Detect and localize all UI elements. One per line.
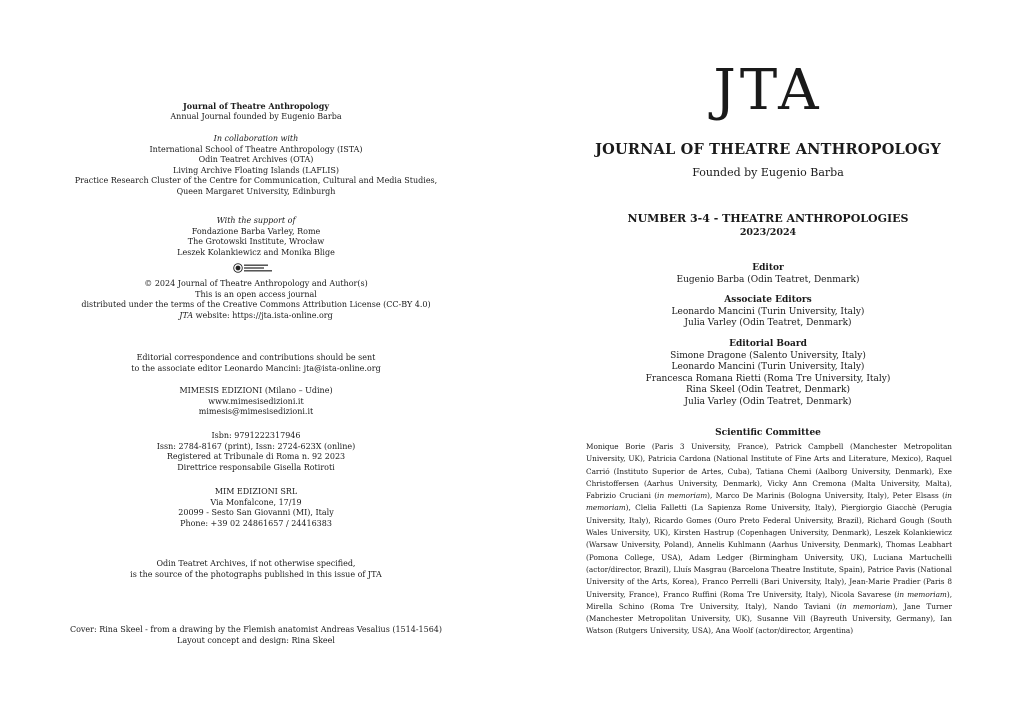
support-heading: With the support of xyxy=(216,216,296,225)
board-member: Rina Skeel (Odin Teatret, Denmark) xyxy=(686,385,850,396)
committee-text: ), Jane Turner (Manchester Metropolitan University, UK), Susanne Vill (Bayreuth University, Germany), Ian Watson (Rutgers University, USA), Ana Woolf (actor/director, Argentina) xyxy=(586,601,952,636)
collaboration-heading: In collaboration with xyxy=(213,134,299,143)
cover-credit-block xyxy=(0,625,512,646)
right-page xyxy=(512,0,1024,723)
journal-subtitle: Annual Journal founded by Eugenio Barba xyxy=(170,111,342,121)
website-url[interactable]: website: https://jta.ista-online.org xyxy=(193,310,333,320)
website-line xyxy=(0,311,512,322)
journal-title: JOURNAL OF THEATRE ANTHROPOLOGY xyxy=(595,141,941,158)
copyright-line: distributed under the terms of the Creative Commons Attribution License (CC-BY 4.0) xyxy=(81,300,431,310)
mim-line: MIM EDIZIONI SRL xyxy=(214,487,298,496)
correspondence-line: Editorial correspondence and contributions should be sent xyxy=(136,353,376,362)
board-member: Leonardo Mancini (Turin University, Italy) xyxy=(671,362,865,373)
mim-line: 20099 - Sesto San Giovanni (MI), Italy xyxy=(178,508,334,518)
copyright-line: This is an open access journal xyxy=(195,289,317,299)
copyright-block xyxy=(0,279,512,321)
collaboration-line: Living Archive Floating Islands (LAFLIS) xyxy=(173,165,339,175)
photos-credit-line: Odin Teatret Archives, if not otherwise specified, xyxy=(156,559,356,568)
isbn-line: Issn: 2784-8167 (print), Issn: 2724-623X (online) xyxy=(156,441,356,451)
isbn-block xyxy=(0,431,512,473)
board-member: Francesca Romana Rietti (Roma Tre University, Italy) xyxy=(645,373,891,384)
correspondence-block xyxy=(0,353,512,374)
editor-heading: Editor xyxy=(752,263,784,273)
collaboration-line: Queen Margaret University, Edinburgh xyxy=(176,186,336,196)
board-member: Simone Dragone (Salento University, Italy) xyxy=(670,350,866,361)
mimesis-block xyxy=(0,386,512,418)
correspondence-line[interactable]: to the associate editor Leonardo Mancini: jta@ista-online.org xyxy=(131,363,381,373)
cover-credit-line: Layout concept and design: Rina Skeel xyxy=(177,635,335,645)
issue-number: NUMBER 3-4 - THEATRE ANTHROPOLOGIES xyxy=(627,212,909,225)
website-label: JTA xyxy=(179,310,194,320)
collaboration-line: International School of Theatre Anthropology (ISTA) xyxy=(149,144,363,154)
issue-year: 2023/2024 xyxy=(739,227,797,238)
journal-name: Journal of Theatre Anthropology xyxy=(183,101,329,111)
associate-editors-heading: Associate Editors xyxy=(724,295,812,305)
committee-text: ), Mirella Schino (Roma Tre University, Italy), Nando Taviani ( xyxy=(586,589,953,611)
in-memoriam-note: in memoriam xyxy=(839,601,893,611)
mimesis-website[interactable]: www.mimesisedizioni.it xyxy=(208,396,304,406)
editor-section xyxy=(512,263,1024,286)
journal-info-block xyxy=(0,101,512,122)
mim-block xyxy=(0,487,512,529)
scientific-committee-heading: Scientific Committee xyxy=(715,428,821,438)
mimesis-line: MIMESIS EDIZIONI (Milano – Udine) xyxy=(179,386,333,395)
grotowski-seal xyxy=(0,263,512,274)
isbn-line: Isbn: 9791222317946 xyxy=(211,431,301,440)
associate-editor: Leonardo Mancini (Turin University, Italy) xyxy=(671,306,865,317)
support-line: Leszek Kolankiewicz and Monika Blige xyxy=(177,247,335,257)
founded-by: Founded by Eugenio Barba xyxy=(692,166,844,179)
committee-text: ), Marco De Marinis (Bologna University, Italy), Peter Elsass ( xyxy=(707,491,945,501)
support-line: Fondazione Barba Varley, Rome xyxy=(191,226,321,236)
editorial-board-heading: Editorial Board xyxy=(729,339,807,349)
mim-line: Phone: +39 02 24861657 / 24416383 xyxy=(180,518,332,528)
grotowski-seal-icon xyxy=(233,263,279,273)
jta-logo: JTA xyxy=(713,58,823,123)
collaboration-block xyxy=(0,134,512,198)
mimesis-email[interactable]: mimesis@mimesisedizioni.it xyxy=(198,407,314,417)
support-block xyxy=(0,216,512,258)
associate-editor: Julia Varley (Odin Teatret, Denmark) xyxy=(684,318,852,329)
editor-name: Eugenio Barba (Odin Teatret, Denmark) xyxy=(676,274,860,285)
committee-text: Monique Borie (Paris 3 University, France), Patrick Campbell (Manchester Metropolitan University, UK), Patricia Cardona (National Institute of Fine Arts and Literature, Mexico), Raquel Carrió (Instituto Superior de Artes, Cuba), Tatiana Chemi (Aalborg University, Denmark), Exe Christoffersen (Aarhus University, Denmark), Vicky Ann Cremona (Malta University, Malta), Fabrizio Cruciani ( xyxy=(586,442,952,501)
in-memoriam-note: in memoriam xyxy=(586,491,953,513)
editorial-board-section xyxy=(512,339,1024,409)
photos-credit-line: is the source of the photographs published in this issue of JTA xyxy=(130,569,382,579)
committee-text: ), Clelia Falletti (La Sapienza Rome University, Italy), Piergiorgio Giacchè (Perugia University, Italy), Ricardo Gomes (Ouro Preto Federal University, Brazil), Richard Gough (South Wales University, UK), Kirsten Hastrup (Copenhagen University, Denmark), Leszek Kolankiewicz (Warsaw University, Poland), Annelis Kuhlmann (Aarhus University, Denmark), Thomas Leabhart (Pomona College, USA), Adam Ledger (Birmingham University, UK), Luciana Martuchelli (actor/director, Brazil), Lluís Masgrau (Barcelona Theatre Institute, Spain), Patrice Pavis (National University of the Arts, Korea), Franco Perrelli (Bari University, Italy), Jean-Marie Pradier (Paris 8 University, France), Franco Ruffini (Roma Tre University, Italy), Nicola Savarese ( xyxy=(586,503,952,599)
support-line: The Grotowski Institute, Wrocław xyxy=(187,237,325,247)
copyright-line: © 2024 Journal of Theatre Anthropology and Author(s) xyxy=(144,279,368,288)
collaboration-line: Odin Teatret Archives (OTA) xyxy=(198,155,314,165)
mim-line: Via Monfalcone, 17/19 xyxy=(210,497,302,507)
scientific-committee-members xyxy=(586,441,952,638)
in-memoriam-note: in memoriam xyxy=(657,491,708,501)
in-memoriam-note: in memoriam xyxy=(897,589,947,599)
isbn-line: Registered at Tribunale di Roma n. 92 2023 xyxy=(166,452,346,462)
isbn-line: Direttrice responsabile Gisella Rotiroti xyxy=(177,462,335,472)
collaboration-line: Practice Research Cluster of the Centre for Communication, Cultural and Media Studies, xyxy=(74,176,438,186)
cover-credit-line: Cover: Rina Skeel - from a drawing by the Flemish anatomist Andreas Vesalius (1514-1564) xyxy=(69,625,443,634)
board-member: Julia Varley (Odin Teatret, Denmark) xyxy=(684,396,852,407)
associate-editors-section xyxy=(512,295,1024,330)
photos-credit-block xyxy=(0,559,512,580)
